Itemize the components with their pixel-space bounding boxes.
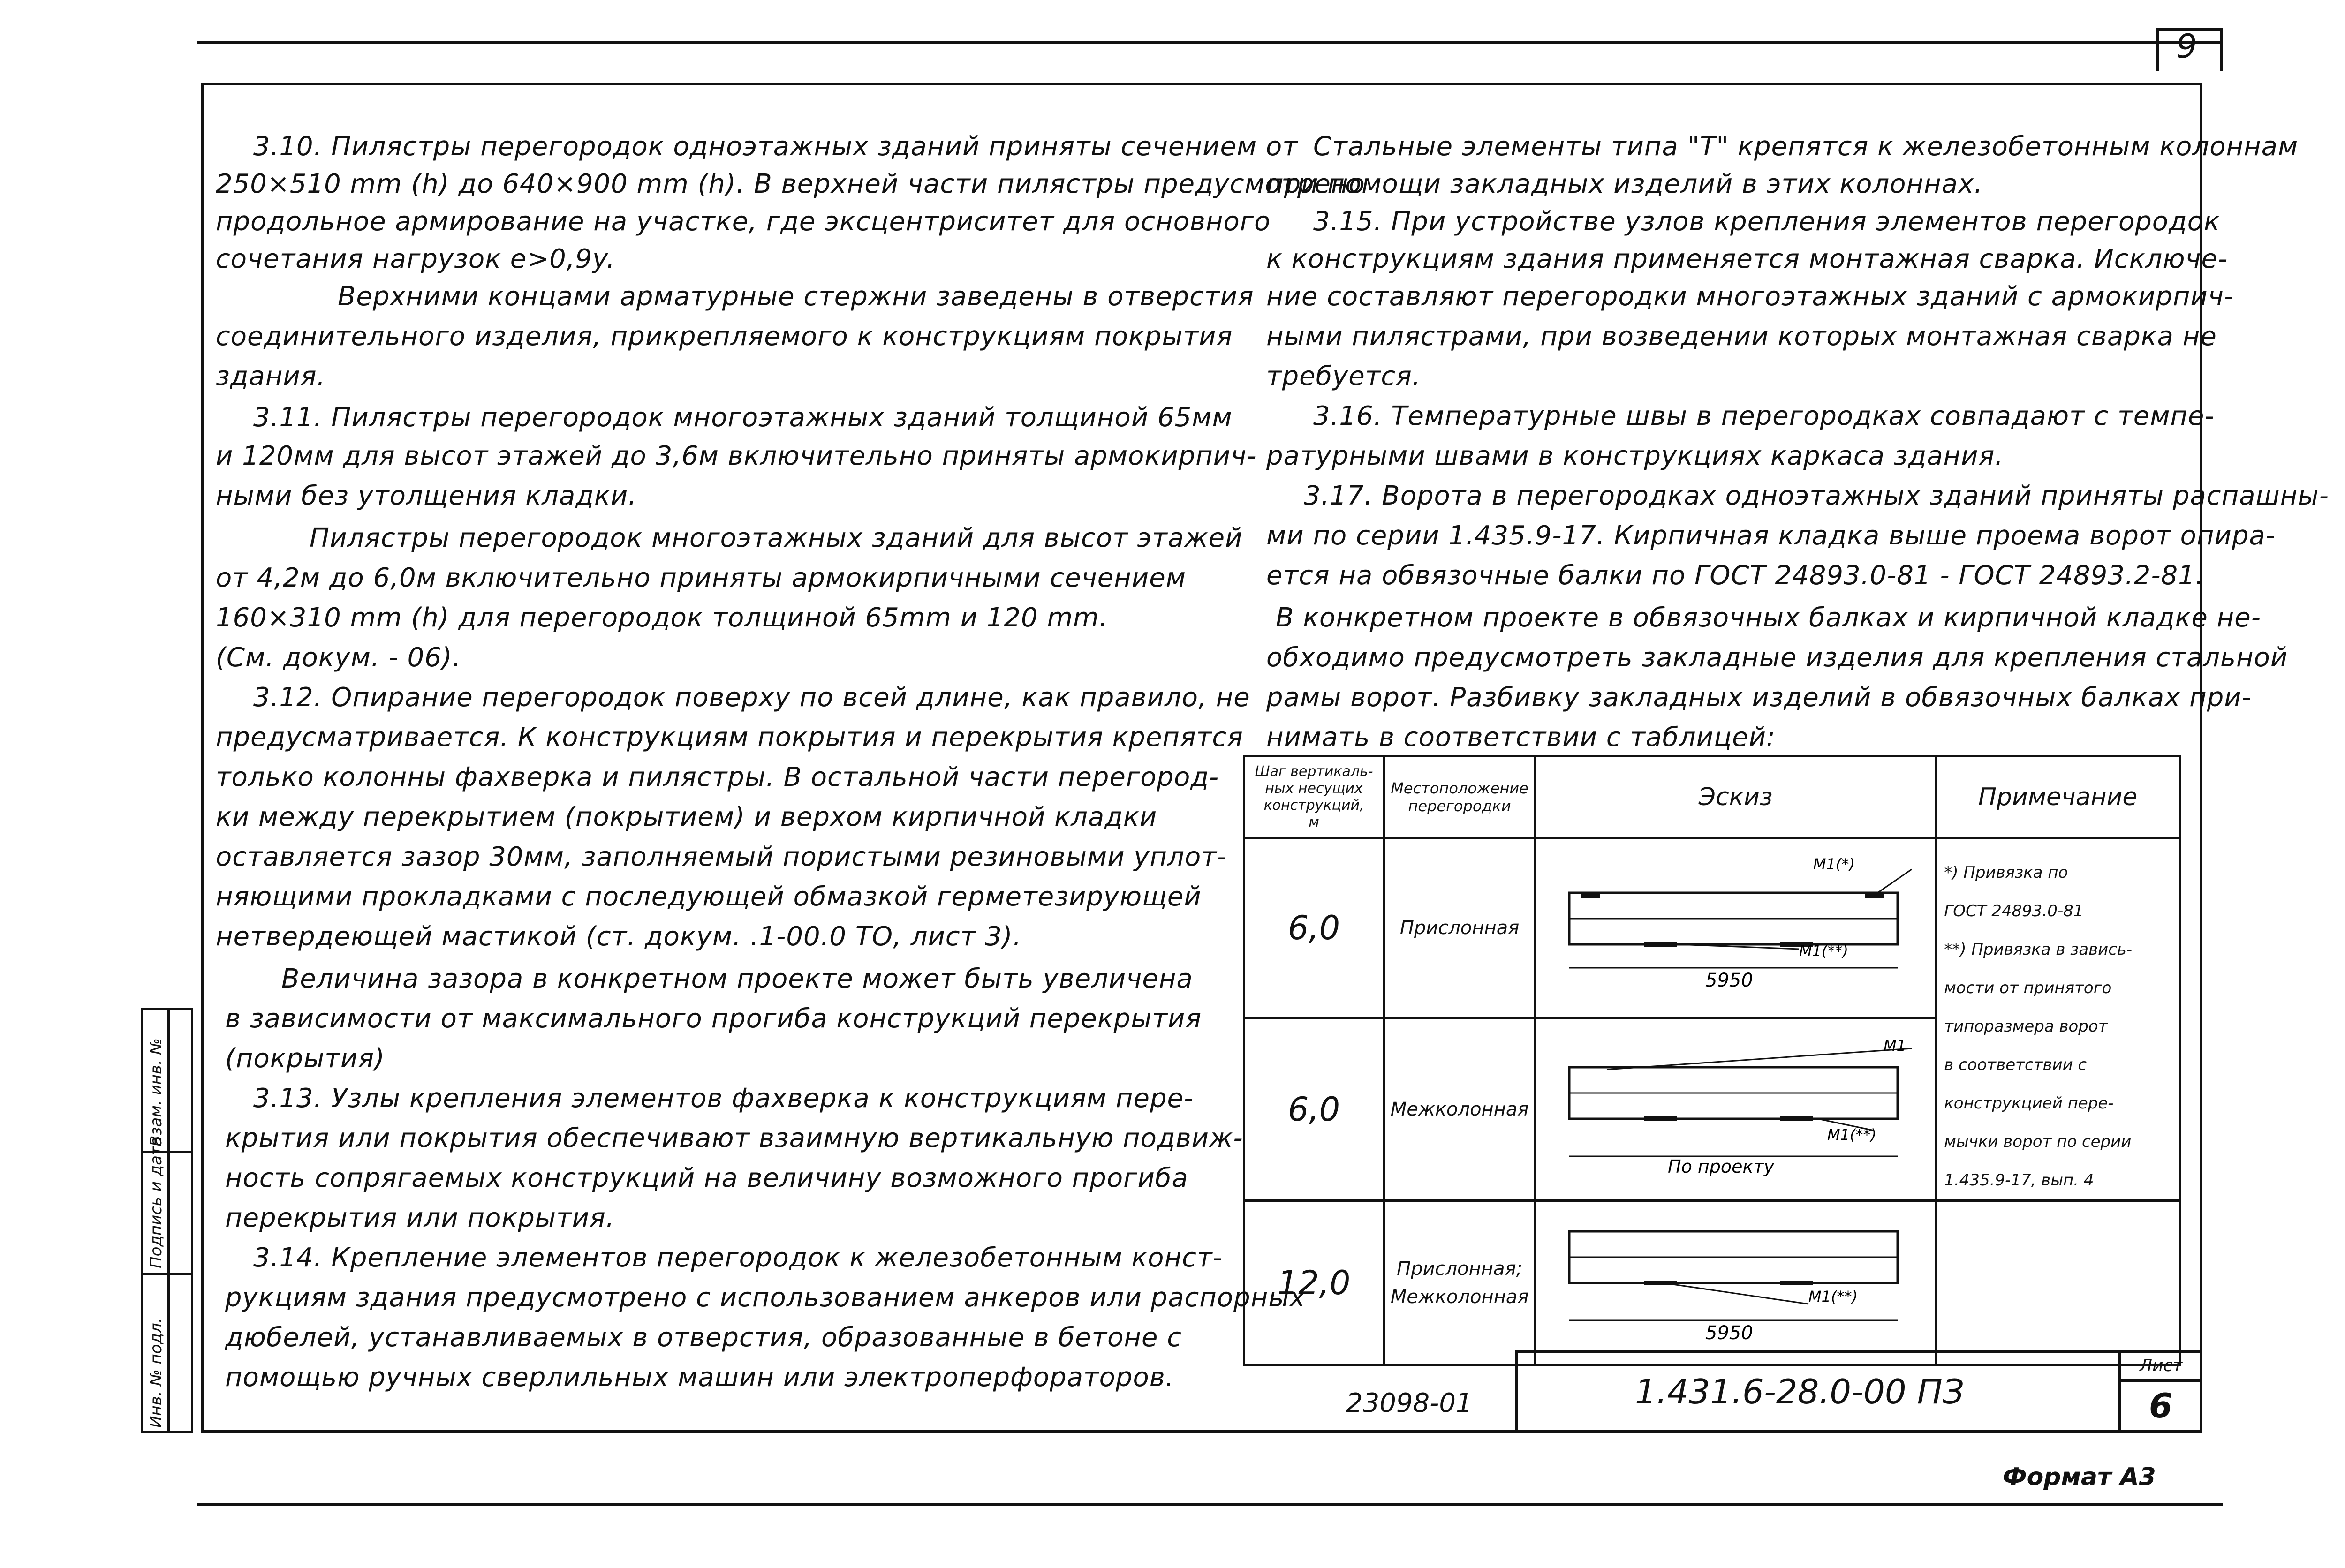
text-line: Верхними концами арматурные стержни заведены в отверстия bbox=[338, 281, 1254, 312]
side-stamp-replace: Взам. инв. № bbox=[147, 1038, 166, 1146]
text-line: и 120мм для высот этажей до 3,6м включительно приняты армокирпич- bbox=[216, 441, 1257, 471]
text-line: ние составляют перегородки многоэтажных зданий с армокирпич- bbox=[1266, 281, 2234, 312]
text-line: Величина зазора в конкретном проекте может быть увеличена bbox=[281, 964, 1193, 994]
text-line: предусматривается. К конструкциям покрытия и перекрытия крепятся bbox=[216, 722, 1243, 753]
text-line: ки между перекрытием (покрытием) и верхом кирпичной кладки bbox=[216, 802, 1157, 832]
side-stamp-sign: Подпись и дата bbox=[147, 1136, 166, 1268]
text-line: 3.11. Пилястры перегородок многоэтажных зданий толщиной 65мм bbox=[253, 402, 1233, 433]
sheet-label: Лист bbox=[2140, 1356, 2183, 1375]
sheet-cell bbox=[2118, 1353, 2202, 1433]
text-line: 3.12. Опирание перегородок поверху по всей длине, как правило, не bbox=[253, 682, 1250, 713]
text-line: ность сопрягаемых конструкций на величину возможного прогиба bbox=[225, 1163, 1188, 1193]
row-step: 12,0 bbox=[1244, 1201, 1384, 1365]
text-line: 160×310 mm (h) для перегородок толщиной 65mm и 120 mm. bbox=[216, 603, 1108, 633]
text-line: при помощи закладных изделий в этих колоннах. bbox=[1266, 169, 1983, 199]
text-line: ными без утолщения кладки. bbox=[216, 481, 637, 511]
row-sketch bbox=[1536, 1201, 1936, 1365]
text-line: оставляется зазор 30мм, заполняемый пористыми резиновыми уплот- bbox=[216, 842, 1227, 872]
text-line: Пилястры перегородок многоэтажных зданий для высот этажей bbox=[310, 523, 1243, 553]
sketch-label-bottom: M1(**) bbox=[1799, 942, 1848, 960]
text-line: 3.13. Узлы крепления элементов фахверка к конструкциям пере- bbox=[253, 1083, 1194, 1114]
text-line: ется на обвязочные балки по ГОСТ 24893.0-81 - ГОСТ 24893.2-81. bbox=[1266, 560, 2204, 591]
sketch-dim: По проекту bbox=[1668, 1156, 1775, 1177]
text-line: рамы ворот. Разбивку закладных изделий в обвязочных балках при- bbox=[1266, 682, 2252, 713]
text-line: перекрытия или покрытия. bbox=[225, 1203, 615, 1233]
text-line: ными пилястрами, при возведении которых монтажная сварка не bbox=[1266, 321, 2217, 352]
title-block bbox=[1515, 1350, 2202, 1433]
row-sketch bbox=[1536, 1018, 1936, 1200]
sketch-label-bottom: M1(**) bbox=[1827, 1125, 1876, 1144]
text-line: к конструкциям здания применяется монтажная сварка. Исключе- bbox=[1266, 244, 2228, 274]
sketch-dim: 5950 bbox=[1705, 970, 1753, 992]
page-number: 9 bbox=[2176, 27, 2197, 66]
text-line: 3.15. При устройстве узлов крепления элементов перегородок bbox=[1313, 206, 2220, 237]
row-location: Прислонная; Межколонная bbox=[1384, 1201, 1536, 1365]
text-line: 250×510 mm (h) до 640×900 mm (h). В верхней части пилястры предусмотрено bbox=[216, 169, 1365, 199]
top-border-line bbox=[197, 41, 2223, 44]
row-location: Межколонная bbox=[1384, 1018, 1536, 1200]
sketch-label-top: M1 bbox=[1884, 1036, 1906, 1055]
text-line: 3.14. Крепление элементов перегородок к железобетонным конст- bbox=[253, 1243, 1223, 1273]
text-line: ми по серии 1.435.9-17. Кирпичная кладка выше проема ворот опира- bbox=[1266, 520, 2276, 551]
text-line: требуется. bbox=[1266, 361, 1421, 392]
inventory-number: 23098-01 bbox=[1346, 1388, 1473, 1418]
format-label: Формат А3 bbox=[2003, 1463, 2156, 1491]
text-line: продольное армирование на участке, где эксцентриситет для основного bbox=[216, 206, 1271, 237]
text-line: Стальные элементы типа "Т" крепятся к железобетонным колоннам bbox=[1313, 131, 2299, 162]
sketch-beam bbox=[1536, 1030, 1930, 1189]
text-line: рукциям здания предусмотрено с использованием анкеров или распорных bbox=[225, 1282, 1306, 1313]
text-line: (См. докум. - 06). bbox=[216, 642, 461, 673]
text-line: ратурными швами в конструкциях каркаса здания. bbox=[1266, 441, 2004, 471]
side-stamp-inv: Инв. № подл. bbox=[147, 1318, 166, 1428]
text-line: соединительного изделия, прикрепляемого к конструкциям покрытия bbox=[216, 321, 1233, 352]
text-line: здания. bbox=[216, 361, 326, 392]
text-line: сочетания нагрузок e>0,9y. bbox=[216, 244, 615, 274]
header-note: Примечание bbox=[1936, 756, 2180, 838]
text-line: только колонны фахверка и пилястры. В остальной части перегород- bbox=[216, 762, 1219, 792]
text-line: от 4,2м до 6,0м включительно приняты армокирпичными сечением bbox=[216, 563, 1186, 593]
text-line: в зависимости от максимального прогиба конструкций перекрытия bbox=[225, 1003, 1202, 1034]
text-line: 3.17. Ворота в перегородках одноэтажных зданий приняты распашны- bbox=[1304, 481, 2329, 511]
text-line: помощью ручных сверлильных машин или электроперфораторов. bbox=[225, 1362, 1174, 1393]
text-line: 3.16. Температурные швы в перегородках совпадают с темпе- bbox=[1313, 401, 2215, 431]
sketch-label-top: M1(*) bbox=[1813, 855, 1855, 874]
sketch-label-bottom: M1(**) bbox=[1808, 1287, 1858, 1305]
header-step: Шаг вертикаль- ных несущих конструкций, м bbox=[1244, 756, 1384, 838]
notes-cell: *) Привязка по ГОСТ 24893.0-81 **) Привязка в завись- мости от принятого типоразмера ворот в соответствии с конструкцией пере- мычки ворот по серии 1.435.9-17, вып. 4 bbox=[1936, 838, 2180, 1201]
row-location: Прислонная bbox=[1384, 838, 1536, 1018]
side-stamp bbox=[141, 1008, 193, 1433]
header-location: Местоположение перегородки bbox=[1384, 756, 1536, 838]
row-step: 6,0 bbox=[1244, 1018, 1384, 1200]
bottom-border-line bbox=[197, 1503, 2223, 1506]
text-line: обходимо предусмотреть закладные изделия для крепления стальной bbox=[1266, 642, 2288, 673]
text-line: крытия или покрытия обеспечивают взаимную вертикальную подвиж- bbox=[225, 1123, 1243, 1153]
text-line: нетвердеющей мастикой (ст. докум. .1-00.0 ТО, лист 3). bbox=[216, 921, 1022, 952]
sketch-beam bbox=[1536, 851, 1930, 1005]
sketch-dim: 5950 bbox=[1705, 1322, 1753, 1344]
text-line: нимать в соответствии с таблицей: bbox=[1266, 722, 1776, 753]
header-sketch: Эскиз bbox=[1536, 756, 1936, 838]
sheet-number: 6 bbox=[2149, 1386, 2173, 1425]
text-line: 3.10. Пилястры перегородок одноэтажных зданий приняты сечением от bbox=[253, 131, 1298, 162]
text-line: (покрытия) bbox=[225, 1043, 385, 1074]
notes-empty bbox=[1936, 1201, 2180, 1365]
row-step: 6,0 bbox=[1244, 838, 1384, 1018]
text-line: В конкретном проекте в обвязочных балках и кирпичной кладке не- bbox=[1276, 603, 2261, 633]
row-sketch bbox=[1536, 838, 1936, 1018]
text-line: дюбелей, устанавливаемых в отверстия, образованные в бетоне с bbox=[225, 1322, 1182, 1353]
sketch-beam bbox=[1536, 1203, 1930, 1363]
doc-code: 1.431.6-28.0-00 ПЗ bbox=[1635, 1372, 1964, 1411]
text-line: няющими прокладками с последующей обмазкой герметезирующей bbox=[216, 882, 1202, 912]
embedded-parts-table bbox=[1243, 755, 2181, 1366]
